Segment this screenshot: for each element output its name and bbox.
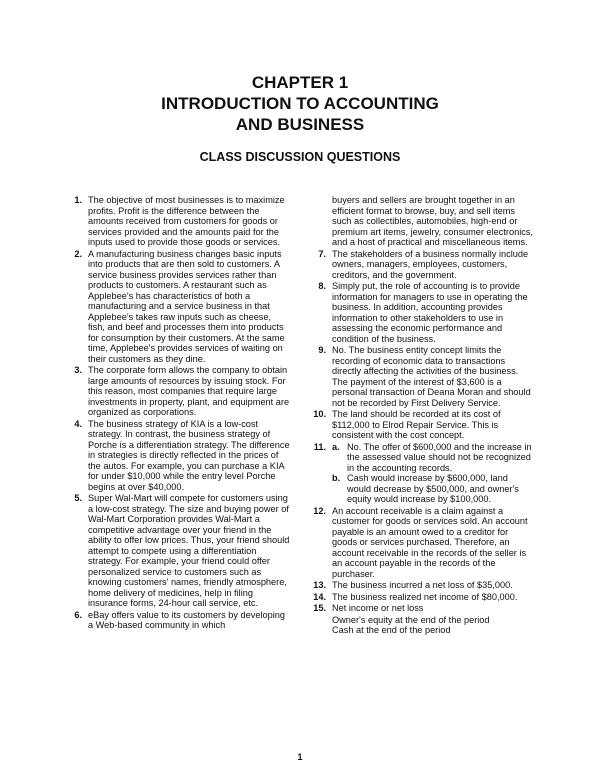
question-answer: The stakeholders of a business normally include owners, managers, employees, customers, creditors, and the government. bbox=[332, 248, 529, 280]
section-title: CLASS DISCUSSION QUESTIONS bbox=[199, 150, 401, 164]
question-1 bbox=[68, 195, 290, 248]
part-label: a. bbox=[332, 441, 340, 452]
question-3 bbox=[68, 365, 290, 418]
part-answer: No. The offer of $600,000 and the increase in the assessed value should not be recognized in the accounting records. bbox=[347, 441, 532, 473]
question-11-part-a bbox=[332, 442, 534, 474]
question-answer: Simply put, the role of accounting is to provide information for managers to use in operating the business. In addition, accounting provides information to other stakeholders to use in assessing the economic performance and condition of the business. bbox=[332, 281, 528, 344]
question-answer: A manufacturing business changes basic inputs into products that are then sold to customers. A service business provides services rather than products to customers. A restaurant such as Applebee's has characteristics of both a manufacturing and a service business in that Applebee's takes raw inputs such as cheese, fish, and beef and processes them into products for consumption by their customers. At the same time, Applebee's provides services of waiting on their customers as they dine. bbox=[88, 248, 285, 364]
question-2 bbox=[68, 249, 290, 365]
question-number: 11. bbox=[313, 441, 326, 452]
question-6 bbox=[68, 610, 290, 631]
part-answer: Cash would increase by $600,000, land would decrease by $500,000, and owner's equity would increase by $100,000. bbox=[347, 473, 519, 504]
question-number: 4. bbox=[74, 418, 82, 429]
question-15 bbox=[312, 603, 534, 614]
question-6-continuation: buyers and sellers are brought together in an efficient format to browse, buy, and sell items such as collectibles, automobiles, high-end or premium art items, jewelry, consumer electronics, and a host of practical and miscellaneous items. bbox=[332, 195, 533, 247]
question-number: 15. bbox=[313, 603, 326, 613]
question-8 bbox=[312, 281, 534, 344]
question-answer: The corporate form allows the company to obtain large amounts of resources by issuing stock. For this reason, most companies that require large investments in property, plant, and equipment are organized as corporations. bbox=[88, 365, 290, 417]
left-column bbox=[68, 195, 290, 632]
question-answer: The objective of most businesses is to maximize profits. Profit is the difference between the amounts received from customers for goods or services provided and the amounts paid for the inputs used to provide those goods or services. bbox=[88, 195, 285, 247]
question-13 bbox=[312, 580, 534, 591]
question-answer: The business strategy of KIA is a low-cost strategy. In contrast, the business strategy of Porche is a differentiation strategy. The difference in strategies is directly reflected in the prices of the autos. For example, you can purchase a KIA for under $10,000 while the entry level Porche begins at over $40,000. bbox=[88, 418, 290, 492]
question-answer: The business realized net income of $80,000. bbox=[332, 591, 518, 602]
question-11-part-b bbox=[332, 473, 534, 505]
question-10 bbox=[312, 409, 534, 441]
question-number: 2. bbox=[74, 248, 82, 259]
question-number: 8. bbox=[318, 281, 326, 291]
question-5 bbox=[68, 493, 290, 609]
question-number: 5. bbox=[74, 493, 82, 503]
question-9 bbox=[312, 345, 534, 408]
chapter-name-line-2: AND BUSINESS bbox=[235, 115, 365, 134]
page-number: 1 bbox=[297, 752, 303, 762]
question-11 bbox=[312, 442, 534, 505]
question-7 bbox=[312, 249, 534, 281]
question-answer: The business incurred a net loss of $35,000. bbox=[332, 580, 513, 590]
question-answer: Super Wal-Mart will compete for customers using a low-cost strategy. The size and buying power of Wal-Mart Corporation provides Wal-Mart a competitive advantage over your friend in the ability to offer low prices. Thus, your friend should attempt to compete using a differentiation strategy. For example, your friend could offer personalized service to customers such as knowing customers' names, friendly atmosphere, home delivery of medicines, help in filing insurance forms, 24-hour call service, etc. bbox=[88, 493, 290, 608]
question-answer: The land should be recorded at its cost of $112,000 to Elrod Repair Service. This is consistent with the cost concept. bbox=[332, 409, 501, 440]
question-answer: eBay offers value to its customers by developing a Web-based community in which bbox=[88, 609, 285, 630]
right-column bbox=[312, 195, 534, 636]
question-answer: No. The business entity concept limits the recording of economic data to transactions directly affecting the activities of the business. The payment of the interest of $3,600 is a personal transaction of Deana Moran and should not be recorded by First Delivery Service. bbox=[332, 345, 531, 408]
part-label: b. bbox=[332, 473, 341, 483]
question-number: 9. bbox=[318, 345, 326, 355]
question-15-line-3: Cash at the end of the period bbox=[332, 625, 451, 635]
question-answer: An account receivable is a claim against a customer for goods or services sold. An account payable is an amount owed to a creditor for goods or services purchased. Therefore, an account receivable in the records of the seller is an account payable in the records of the purchaser. bbox=[332, 505, 528, 579]
question-number: 13. bbox=[313, 580, 326, 590]
chapter-number: CHAPTER 1 bbox=[251, 73, 349, 92]
question-4 bbox=[68, 419, 290, 493]
question-15-line-2: Owner's equity at the end of the period bbox=[332, 614, 490, 625]
question-number: 1. bbox=[74, 195, 82, 205]
question-number: 7. bbox=[318, 248, 326, 259]
question-number: 12. bbox=[313, 505, 326, 516]
question-number: 14. bbox=[313, 591, 326, 602]
chapter-name-line-1: INTRODUCTION TO ACCOUNTING bbox=[161, 94, 439, 113]
question-12 bbox=[312, 506, 534, 580]
question-answer: Net income or net loss bbox=[332, 603, 424, 613]
question-14 bbox=[312, 592, 534, 603]
question-number: 3. bbox=[74, 365, 82, 375]
question-number: 10. bbox=[313, 409, 326, 419]
chapter-title bbox=[0, 72, 600, 135]
question-number: 6. bbox=[74, 609, 82, 620]
